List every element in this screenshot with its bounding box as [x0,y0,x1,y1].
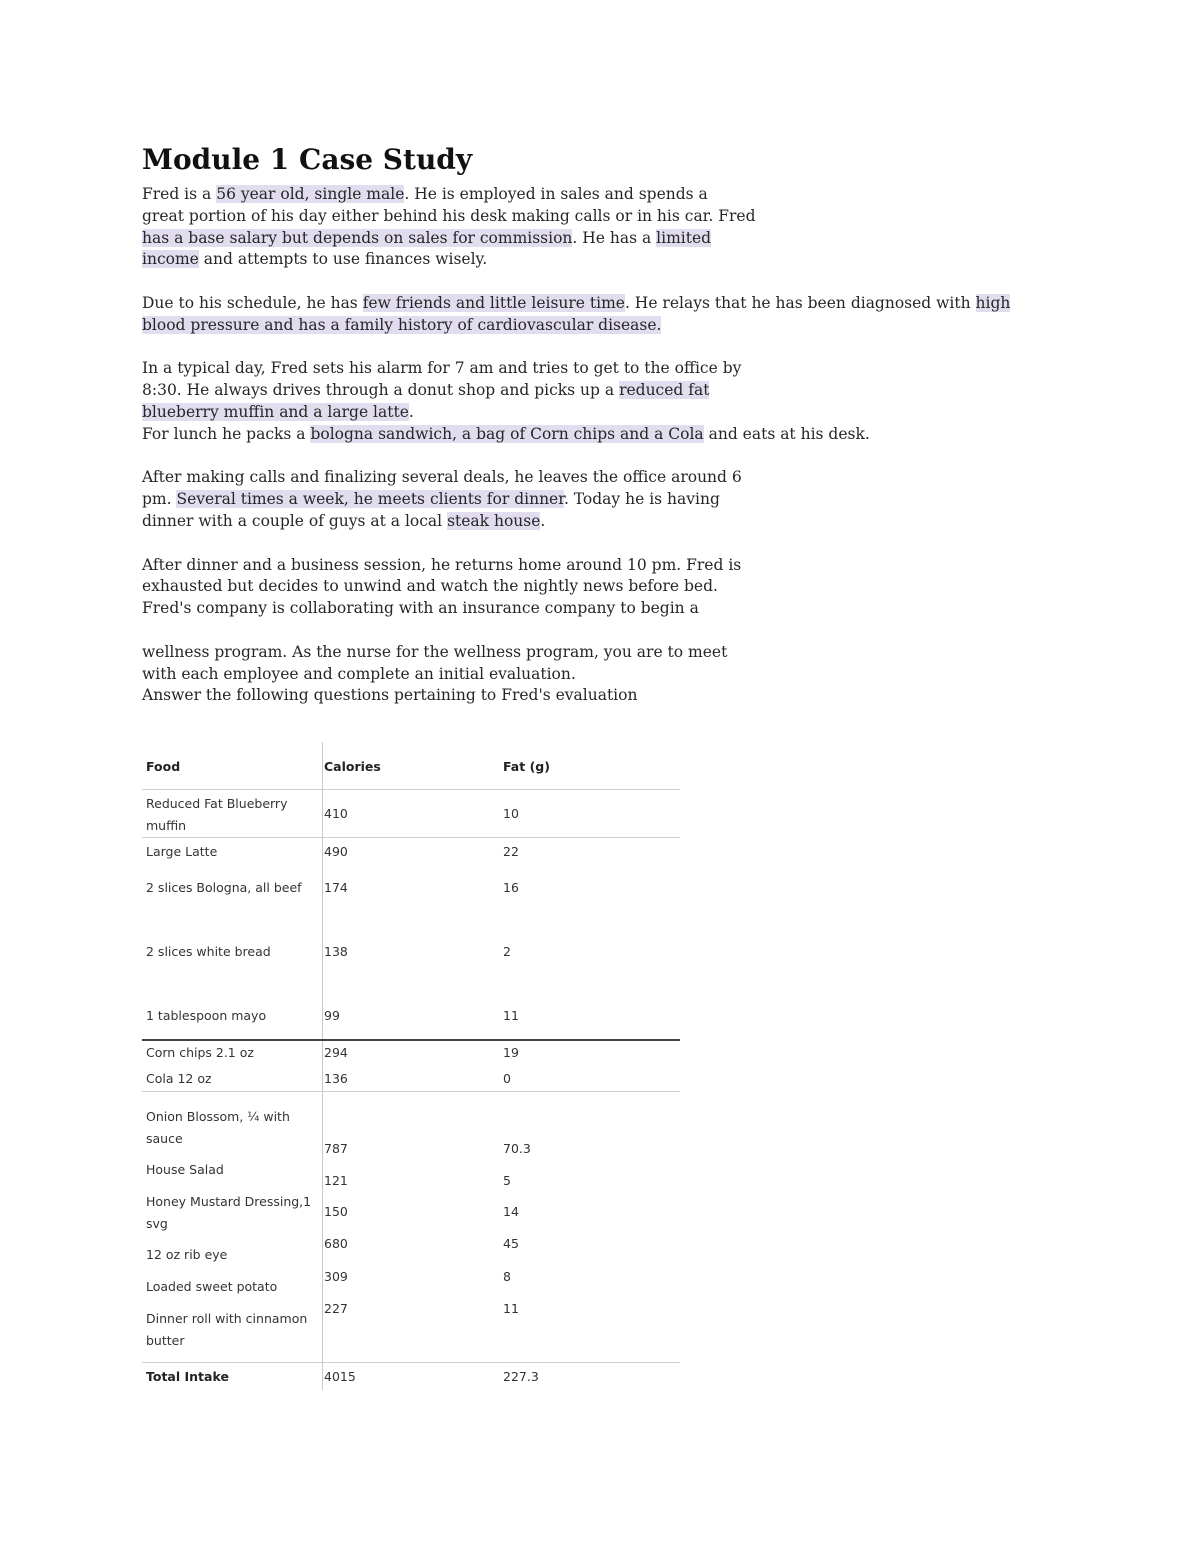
food-cell: Loaded sweet potato [146,1279,278,1294]
calories-cell: 174 [324,880,348,895]
text-segment: . [408,402,414,421]
fat-cell: 70.3 [503,1141,531,1156]
paragraph-gap [142,446,1122,468]
column-header-fat: Fat (g) [503,759,550,774]
row-divider [142,789,680,790]
text-segment: and eats at his desk. [703,424,870,443]
calories-cell: 680 [324,1236,348,1251]
calories-cell: 787 [324,1141,348,1156]
fat-cell: 14 [503,1204,519,1219]
fat-cell: 16 [503,880,519,895]
column-header-calories: Calories [324,759,381,774]
row-divider [142,1091,680,1092]
food-cell: Reduced Fat Blueberry muffin [146,796,288,833]
text-segment: . [540,511,546,530]
paragraph-1-line-3 [142,228,1122,250]
text-segment: . He relays that he has been diagnosed with [624,293,976,312]
highlighted-text: few friends and little leisure time [362,293,625,312]
text-segment: For lunch he packs a [142,424,311,443]
food-cell: Onion Blossom, ¼ with sauce [146,1109,290,1146]
paragraph-4-line-3 [142,511,1122,533]
calories-cell: 294 [324,1045,348,1060]
paragraph-5-line-3: Fred's company is collaborating with an insurance company to begin a [142,599,699,618]
paragraph-gap [142,337,1122,359]
highlighted-text: Several times a week, he meets clients for dinner [176,490,564,509]
food-cell: Dinner roll with cinnamon butter [146,1311,308,1348]
row-divider [142,837,680,838]
calories-cell: 410 [324,806,348,821]
food-cell: 2 slices white bread [146,944,271,959]
paragraph-gap [142,620,1122,642]
text-segment: Due to his schedule, he has [142,293,363,312]
food-cell: 12 oz rib eye [146,1247,228,1262]
food-cell: Cola 12 oz [146,1071,212,1086]
fat-cell: 11 [503,1301,519,1316]
calories-cell: 150 [324,1204,348,1219]
highlighted-text: blueberry muffin and a large latte [142,402,409,421]
paragraph-gap [142,271,1122,293]
row-divider [142,1362,680,1363]
column-divider [322,742,323,1390]
fat-cell: 0 [503,1071,511,1086]
food-cell: Large Latte [146,844,218,859]
paragraph-1-line-2: great portion of his day either behind his desk making calls or in his car. Fred [142,206,756,225]
paragraph-1-line-4 [142,249,1122,271]
paragraph-4-line-2 [142,489,1122,511]
calories-cell: 121 [324,1173,348,1188]
calories-cell: 136 [324,1071,348,1086]
fat-cell: 22 [503,844,519,859]
food-cell: Honey Mustard Dressing,1 svg [146,1194,312,1231]
text-segment: . He is employed in sales and spends a [404,185,708,203]
highlighted-text: has a base salary but depends on sales for commission [142,228,573,247]
highlighted-text: limited [656,228,712,247]
paragraph-5-line-5: with each employee and complete an initial evaluation. [142,664,576,683]
section-divider [142,1039,680,1041]
food-cell: 2 slices Bologna, all beef [146,880,302,895]
paragraph-5-line-6: Answer the following questions pertaining to Fred's evaluation [142,686,638,705]
calories-cell: 99 [324,1008,340,1023]
text-segment: pm. [142,490,177,509]
highlighted-text: bologna sandwich, a bag of Corn chips and a Cola [310,424,704,443]
text-segment: Fred is a [142,185,217,203]
text-segment: and attempts to use finances wisely. [198,250,488,269]
calories-cell: 227 [324,1301,348,1316]
paragraph-2-line-1 [142,293,1122,315]
total-calories: 4015 [324,1369,356,1384]
calories-cell: 309 [324,1269,348,1284]
paragraph-5-line-1: After dinner and a business session, he returns home around 10 pm. Fred is [142,555,742,574]
fat-cell: 19 [503,1045,519,1060]
fat-cell: 5 [503,1173,511,1188]
fat-cell: 45 [503,1236,519,1251]
total-fat: 227.3 [503,1369,539,1384]
food-cell: 1 tablespoon mayo [146,1008,267,1023]
total-label: Total Intake [146,1369,229,1384]
paragraph-3-line-4 [142,424,1122,446]
text-segment: 8:30. He always drives through a donut shop and picks up a [142,381,620,400]
highlighted-text: blood pressure and has a family history of cardiovascular disease. [142,315,662,334]
text-segment: dinner with a couple of guys at a local [142,511,448,530]
case-study-text [142,184,1122,707]
calories-cell: 490 [324,844,348,859]
fat-cell: 10 [503,806,519,821]
paragraph-4-line-1: After making calls and finalizing several deals, he leaves the office around 6 [142,468,742,487]
highlighted-text: income [142,250,199,269]
paragraph-3-line-3 [142,402,1122,424]
document-title: Module 1 Case Study [142,143,473,176]
paragraph-5-line-4: wellness program. As the nurse for the wellness program, you are to meet [142,642,728,661]
column-header-food: Food [146,759,181,774]
highlighted-text: reduced fat [619,381,710,400]
calories-cell: 138 [324,944,348,959]
paragraph-2-line-2 [142,315,1122,337]
highlighted-text: steak house [447,511,541,530]
paragraph-5-line-2: exhausted but decides to unwind and watch the nightly news before bed. [142,577,718,596]
highlighted-text: high [975,293,1011,312]
paragraph-3-line-2 [142,380,1122,402]
text-segment: . He has a [572,228,657,247]
fat-cell: 2 [503,944,511,959]
food-cell: Corn chips 2.1 oz [146,1045,254,1060]
fat-cell: 8 [503,1269,511,1284]
fat-cell: 11 [503,1008,519,1023]
food-cell: House Salad [146,1162,224,1177]
paragraph-1-line-1 [142,184,1122,206]
paragraph-gap [142,533,1122,555]
paragraph-3-line-1: In a typical day, Fred sets his alarm for 7 am and tries to get to the office by [142,359,742,378]
highlighted-text: 56 year old, single male [216,185,405,203]
text-segment: . Today he is having [563,490,720,509]
